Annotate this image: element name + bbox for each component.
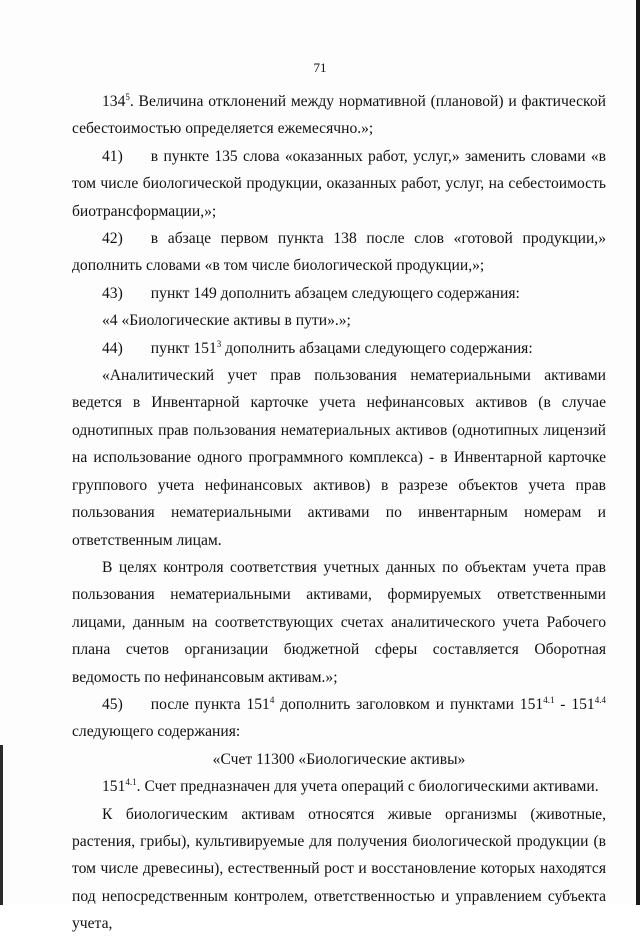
- item-41: 41) в пункте 135 слова «оказанных работ, услуг,» заменить словами «в том числе биологической продукции, оказанных работ, услуг, на себестоимость биотрансформации,»;: [72, 147, 606, 220]
- item-45: 45) после пункта $151^4$ дополнить заголовком и пунктами $151^{4.1} - 151^{4.4}$ следующего содержания:: [72, 694, 606, 741]
- page-number: 71: [313, 60, 327, 75]
- paragraph-analytic-accounting: «Аналитический учет прав пользования нематериальными активами ведется в Инвентарной карточке учета нефинансовых активов (в случае однотипных прав пользования нематериальных активов (однотипных лицензий на использование одного программного комплекса) - в Инвентарной карточке группового учета нефинансовых активов) в разрезе объектов учета прав пользования нематериальными активами по инвентарным номерам и ответственным лицам.: [72, 367, 606, 549]
- paragraph-biological-assets: К биологическим активам относятся живые организмы (животные, растения, грибы), культивируемые для получения биологической продукции (в том числе древесины), естественный рост и восстановление которых находятся под непосредственным контролем, ответственностью и управлением субъекта учета,: [72, 805, 606, 933]
- item-44: 44) пункт $151^3$ дополнить абзацами следующего содержания:: [102, 338, 533, 357]
- paragraph-control: В целях контроля соответствия учетных данных по объектам учета прав пользования нематериальными активами, формируемых ответственными лицами, данным на соответствующих счетах аналитического учета Рабочего плана счетов организации бюджетной сферы составляется Оборотная ведомость по нефинансовым активам.»;: [72, 558, 606, 686]
- section-heading: «Счет 11300 «Биологические активы»: [212, 750, 466, 768]
- scan-edge: [0, 745, 3, 905]
- paragraph-134-5: $134^5$. Величина отклонений между нормативной (плановой) и фактической себестоимостью определяется ежемесячно.»;: [72, 92, 606, 138]
- paragraph-151-4-1: $151^{4.1}$. Счет предназначен для учета операций с биологическими активами.: [102, 777, 599, 796]
- item-43: 43) пункт 149 дополнить абзацем следующего содержания:: [102, 284, 520, 302]
- item-42: 42) в абзаце первом пункта 138 после слов «готовой продукции,» дополнить словами «в том числе биологической продукции,»;: [72, 230, 606, 275]
- document-body: [72, 88, 606, 938]
- scan-edge: [636, 0, 640, 905]
- quoted-line: «4 «Биологические активы в пути».»;: [102, 312, 351, 330]
